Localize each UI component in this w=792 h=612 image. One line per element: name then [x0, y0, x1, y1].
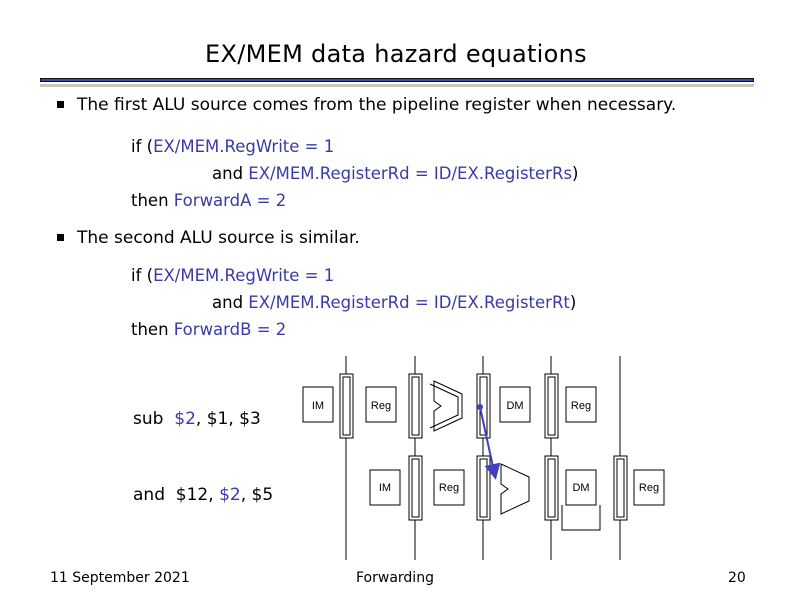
footer-title: Forwarding [356, 570, 434, 586]
pipeline-register [409, 456, 422, 520]
pipeline-register [545, 456, 558, 520]
row1-label: Reg [570, 400, 592, 412]
alu-shape [501, 464, 529, 514]
instr-dest-reg: $2 [174, 409, 196, 429]
code-keyword: and [212, 293, 249, 312]
row2-label: DM [572, 482, 590, 494]
bullet-text-1: The first ALU source comes from the pipeline register when necessary. [77, 95, 677, 115]
instr-op: sub [133, 409, 164, 429]
code-paren: ) [569, 293, 577, 312]
row2-label: Reg [438, 482, 460, 494]
code-condition: EX/MEM.RegisterRd = ID/EX.RegisterRt [248, 293, 570, 312]
page-number: 20 [728, 570, 746, 586]
code-condition: EX/MEM.RegWrite = 1 [153, 137, 335, 156]
pipeline-register [477, 456, 490, 520]
code-assignment: ForwardB = 2 [173, 320, 287, 339]
slide-title: EX/MEM data hazard equations [205, 40, 587, 68]
instr-operands: , $1, $3 [195, 409, 261, 429]
row1-label: IM [311, 400, 325, 412]
code-keyword: then [131, 191, 174, 210]
row2-label: Reg [638, 482, 660, 494]
row1-label: Reg [370, 400, 392, 412]
code-paren: ) [572, 164, 579, 183]
instr-src-reg: $2 [219, 485, 241, 505]
code-condition: EX/MEM.RegisterRd = ID/EX.RegisterRs [248, 164, 573, 183]
instr-operands: $12, [175, 485, 220, 505]
pipeline-register [409, 374, 422, 438]
code-keyword: if ( [131, 266, 154, 285]
instr-op: and [133, 485, 165, 505]
pipeline-register [614, 456, 627, 520]
code-keyword: if ( [131, 137, 154, 156]
code-condition: EX/MEM.RegWrite = 1 [153, 266, 335, 285]
pipeline-register [545, 374, 558, 438]
instr-operands: , $5 [240, 485, 274, 505]
footer-date: 11 September 2021 [50, 570, 190, 586]
bullet-text-2: The second ALU source is similar. [77, 228, 360, 248]
row1-label: DM [506, 400, 524, 412]
row2-label: IM [378, 482, 392, 494]
code-assignment: ForwardA = 2 [173, 191, 287, 210]
code-keyword: and [212, 164, 249, 183]
code-keyword: then [131, 320, 174, 339]
pipeline-register [340, 374, 353, 438]
dm-bypass-wire [562, 505, 600, 530]
